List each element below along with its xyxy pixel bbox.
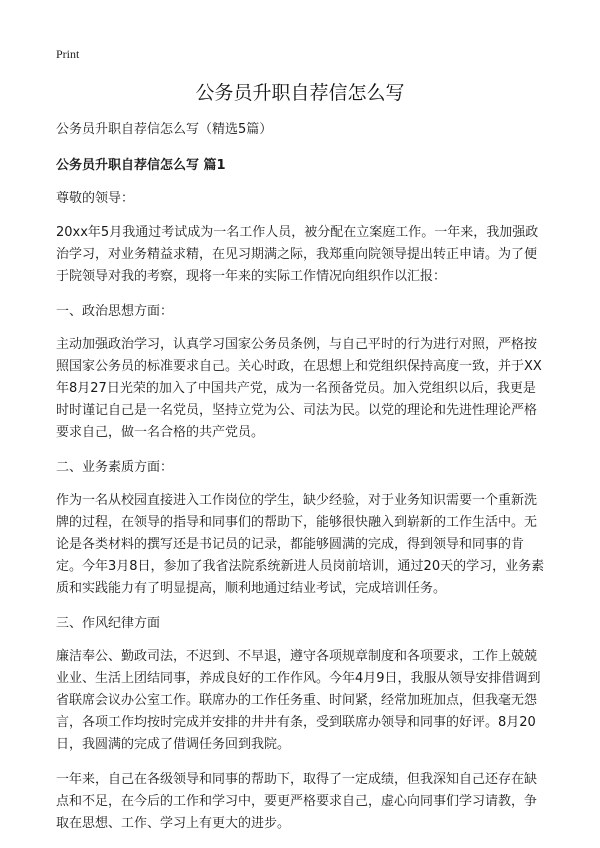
section-discipline-title: 三、作风纪律方面 (56, 616, 161, 631)
intro-paragraph: 20xx年5月我通过考试成为一名工作人员，被分配在立案庭工作。一年来，我加强政治学习，对业务精益求精，在见习期满之际，我郑重向院领导提出转正申请。为了便于院领导对我的考察，现将一年来的实际工作情况向组织作以汇报： (56, 225, 539, 284)
greeting: 尊敬的领导： (56, 191, 135, 206)
document-subtitle: 公务员升职自荐信怎么写（精选5篇） (56, 122, 273, 137)
section-business-body: 作为一名从校园直接进入工作岗位的学生，缺少经验，对于业务知识需要一个重新洗牌的过程，在领导的指导和同事们的帮助下，能够很快融入到崭新的工作生活中。无论是各类材料的撰写还是书记员的记录，都能够圆满的完成，得到领导和同事的肯定。今年3月8日，参加了我省法院系统新进人员岗前培训，通过20天的学习，业务素质和实践能力有了明显提高，顺利地通过结业考试，完成培训任务。 (56, 493, 545, 596)
article-heading: 公务员升职自荐信怎么写 篇1 (56, 158, 226, 173)
document-title: 公务员升职自荐信怎么写 (195, 82, 405, 104)
section-political-title: 一、政治思想方面： (56, 304, 174, 319)
document-body (56, 119, 548, 848)
section-business-title: 二、业务素质方面： (56, 460, 174, 475)
section-political-body: 主动加强政治学习，认真学习国家公务员条例，与自己平时的行为进行对照，严格按照国家公务员的标准要求自己。关心时政，在思想上和党组织保持高度一致，并于XX年8月27日光荣的加入了中国共产党，成为一名预备党员。加入党组织以后，我更是时时谨记自己是一名党员，坚持立党为公、司法为民。以党的理论和先进性理论严格要求自己，做一名合格的共产党员。 (56, 337, 542, 440)
section-discipline-body: 廉洁奉公、勤政司法，不迟到、不早退，遵守各项规章制度和各项要求，工作上兢兢业业、生活上团结同事，养成良好的工作作风。今年4月9日，我服从领导安排借调到省联席会议办公室工作。联席办的工作任务重、时间紧，经常加班加点，但我毫无怨言，各项工作均按时完成并安排的井井有条，受到联席办领导和同事的好评。8月20日，我圆满的完成了借调任务回到我院。 (56, 649, 541, 752)
conclusion-paragraph: 一年来，自己在各级领导和同事的帮助下，取得了一定成绩，但我深知自己还存在缺点和不足，在今后的工作和学习中，要更严格要求自己，虚心向同事们学习请教，争取在思想、工作、学习上有更大的进步。 (56, 772, 538, 831)
print-link[interactable]: Print (56, 47, 80, 61)
